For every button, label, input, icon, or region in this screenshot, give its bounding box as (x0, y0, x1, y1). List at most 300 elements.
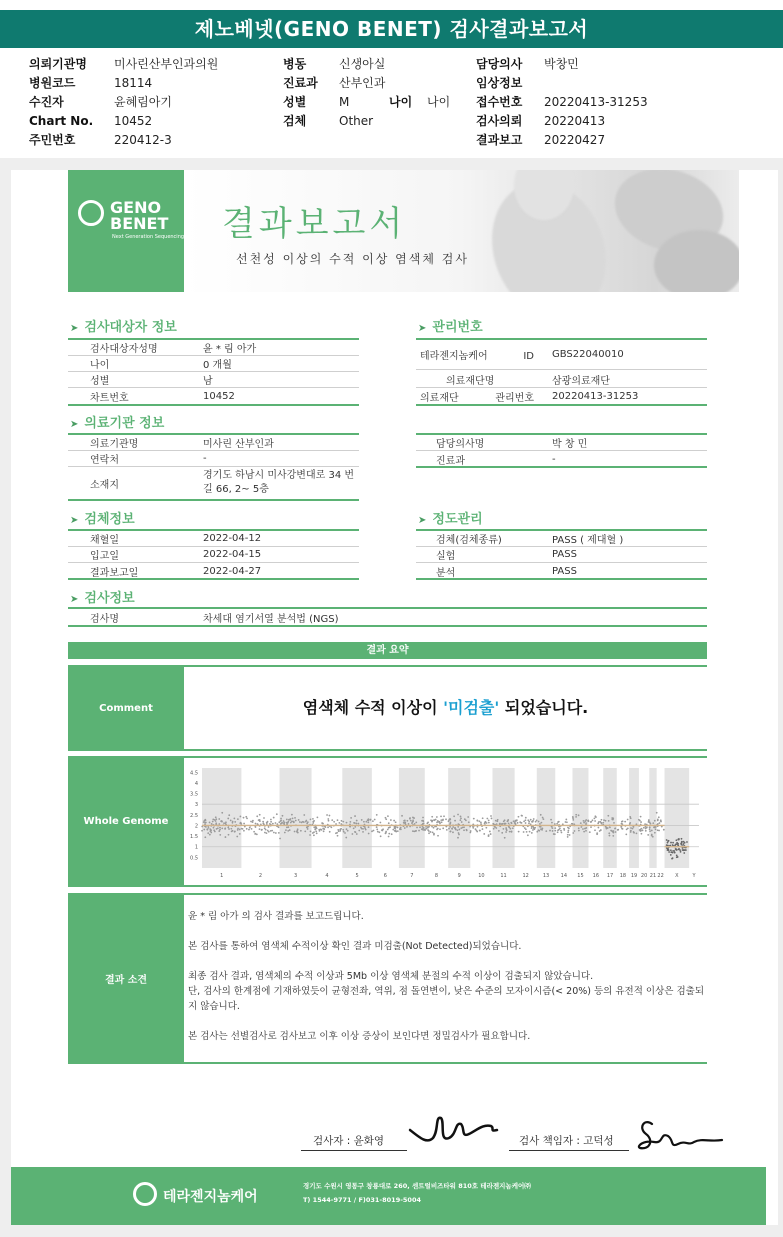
data-point (663, 829, 665, 831)
data-point (219, 834, 221, 836)
data-point (313, 820, 315, 822)
data-point (419, 826, 421, 828)
data-point (668, 840, 670, 842)
data-point (410, 820, 412, 822)
data-point (660, 821, 662, 823)
data-point (337, 819, 339, 821)
data-point (648, 819, 650, 821)
data-point (560, 830, 562, 832)
x-tick-label: 10 (478, 873, 485, 879)
footer-brand: 테라젠지놈케어 (163, 1189, 258, 1205)
data-point (389, 826, 391, 828)
data-point (340, 823, 342, 825)
table-row: 검사대상자성명 윤 * 림 아가 (68, 340, 359, 356)
data-point (493, 828, 495, 830)
data-point (509, 831, 511, 833)
data-point (286, 819, 288, 821)
header-age-key: 나이 (389, 95, 413, 109)
section-mgmt-title: ➤ 관리번호 (418, 320, 483, 335)
data-point (633, 831, 635, 833)
x-tick-label: 15 (577, 873, 584, 879)
specimen-table (68, 531, 359, 579)
institution-table (68, 435, 359, 499)
data-point (457, 829, 459, 831)
x-tick-label: 7 (410, 873, 414, 879)
data-point (627, 819, 629, 821)
data-point (525, 817, 527, 819)
data-point (667, 842, 669, 844)
x-tick-label: 14 (560, 873, 568, 879)
summary-header-bar: 결과 요약 (68, 642, 707, 659)
data-point (598, 827, 600, 829)
data-point (567, 836, 569, 838)
table-row: 의료재단 관리번호 20220413-31253 (420, 390, 639, 404)
data-point (243, 830, 245, 832)
data-point (670, 849, 672, 851)
data-point (368, 826, 370, 828)
data-point (476, 831, 478, 833)
data-point (442, 819, 444, 821)
data-point (513, 820, 515, 822)
header-key: 결과보고 (476, 133, 523, 147)
data-point (358, 823, 360, 825)
data-point (608, 820, 610, 822)
data-point (442, 827, 444, 829)
header-value: 미사린산부인과의원 (114, 57, 219, 71)
data-point (657, 829, 659, 831)
data-point (672, 842, 674, 844)
data-point (259, 828, 261, 830)
data-point (643, 827, 645, 829)
data-point (656, 812, 658, 814)
data-point (651, 830, 653, 832)
data-point (206, 828, 208, 830)
data-point (210, 832, 212, 834)
data-point (315, 831, 317, 833)
chromosome-band (649, 768, 656, 868)
finding-paragraph: 본 검사는 선별검사로 검사보고 이후 이상 증상이 보인다면 정밀검사가 필요합니다. (188, 1031, 531, 1042)
y-tick-label: 4.5 (190, 770, 198, 777)
data-point (540, 814, 542, 816)
table-row: 테라젠지놈케어 ID GBS22040010 (416, 340, 707, 370)
finding-paragraph: 본 검사를 통하여 염색체 수적이상 확인 결과 미검출(Not Detected)되었습니다. (188, 941, 522, 952)
chromosome-band (665, 768, 690, 868)
data-point (228, 814, 230, 816)
data-point (307, 821, 309, 823)
data-point (542, 817, 544, 819)
data-point (378, 831, 380, 833)
header-key: 병원코드 (29, 76, 76, 90)
data-point (343, 831, 345, 833)
data-point (245, 816, 247, 818)
table-row: 의료재단명 삼광의료재단 (416, 372, 707, 388)
data-point (639, 830, 641, 832)
data-point (531, 832, 533, 834)
chromosome-band (537, 768, 555, 868)
data-point (397, 830, 399, 832)
header-value: 220412-3 (114, 133, 172, 147)
data-point (209, 822, 211, 824)
data-point (565, 819, 567, 821)
data-point (626, 828, 628, 830)
data-point (538, 821, 540, 823)
data-point (377, 831, 379, 833)
header-key: 병동 (283, 57, 307, 71)
data-point (654, 827, 656, 829)
data-point (385, 817, 387, 819)
data-point (585, 819, 587, 821)
data-point (480, 822, 482, 824)
comment-text: 염색체 수적 이상이 '미검출' 되었습니다. (302, 698, 589, 717)
data-point (445, 818, 447, 820)
data-point (578, 814, 580, 816)
data-point (331, 819, 333, 821)
data-point (680, 843, 682, 845)
data-point (450, 830, 452, 832)
data-point (259, 819, 261, 821)
data-point (578, 827, 580, 829)
data-point (412, 830, 414, 832)
header-key: 주민번호 (29, 133, 76, 147)
data-point (207, 832, 209, 834)
data-point (266, 832, 268, 834)
data-point (236, 836, 238, 838)
data-point (205, 826, 207, 828)
data-point (641, 833, 643, 835)
data-point (567, 830, 569, 832)
header-key: 진료과 (283, 76, 318, 90)
data-point (264, 827, 266, 829)
data-point (558, 821, 560, 823)
chevron-right-icon: ➤ (418, 323, 427, 334)
data-point (590, 826, 592, 828)
data-point (362, 828, 364, 830)
data-point (511, 830, 513, 832)
data-point (542, 818, 544, 820)
data-point (488, 835, 490, 837)
y-tick-label: 3 (194, 802, 198, 809)
data-point (415, 830, 417, 832)
data-point (412, 819, 414, 821)
table-bottom-rule (68, 578, 359, 580)
header-value: 윤혜림아기 (114, 95, 172, 109)
header-value: 박창민 (544, 57, 579, 71)
findings-label: 결과 소견 (68, 893, 184, 1064)
data-point (684, 849, 686, 851)
data-point (223, 822, 225, 824)
data-point (208, 827, 210, 829)
section-institution-title: ➤ 의료기관 정보 (70, 416, 165, 431)
data-point (483, 833, 485, 835)
data-point (567, 831, 569, 833)
geno-benet-logo-icon (78, 200, 104, 226)
section-subject-title: ➤ 검사대상자 정보 (70, 320, 177, 335)
data-point (356, 833, 358, 835)
data-point (437, 828, 439, 830)
data-point (261, 829, 263, 831)
data-point (647, 834, 649, 836)
data-point (457, 826, 459, 828)
data-point (392, 829, 394, 831)
data-point (502, 828, 504, 830)
table-row: 실험 PASS (416, 547, 707, 563)
header-age-value: 나이 (427, 95, 451, 109)
data-point (342, 829, 344, 831)
data-point (505, 828, 507, 830)
data-point (299, 821, 301, 823)
data-point (305, 821, 307, 823)
data-point (654, 832, 656, 834)
data-point (601, 819, 603, 821)
data-point (476, 819, 478, 821)
table-row: 분석 PASS (436, 565, 577, 579)
data-point (267, 830, 269, 832)
data-point (675, 839, 677, 841)
data-point (632, 828, 634, 830)
data-point (289, 819, 291, 821)
data-point (278, 832, 280, 834)
data-point (589, 831, 591, 833)
data-point (607, 827, 609, 829)
data-point (436, 821, 438, 823)
data-point (654, 820, 656, 822)
data-point (478, 820, 480, 822)
data-point (613, 830, 615, 832)
data-point (303, 821, 305, 823)
data-point (379, 822, 381, 824)
header-value: 신생아실 (339, 57, 386, 71)
data-point (330, 826, 332, 828)
x-tick-label: 6 (383, 873, 387, 879)
data-point (466, 829, 468, 831)
whole-genome-chart (184, 760, 703, 884)
data-point (569, 834, 571, 836)
y-tick-label: 1 (194, 844, 198, 851)
data-point (356, 823, 358, 825)
data-point (681, 841, 683, 843)
data-point (605, 820, 607, 822)
data-point (566, 821, 568, 823)
x-tick-label: 13 (542, 873, 550, 879)
data-point (535, 821, 537, 823)
table-row: 소재지 경기도 하남시 미사강변대로 34 번길 66, 2~ 5층 (90, 470, 355, 495)
data-point (221, 828, 223, 830)
data-point (315, 827, 317, 829)
data-point (394, 827, 396, 829)
data-point (243, 823, 245, 825)
data-point (624, 821, 626, 823)
data-point (521, 815, 523, 817)
data-point (388, 836, 390, 838)
x-tick-label: Y (692, 873, 696, 879)
table-bottom-rule (416, 578, 707, 580)
data-point (551, 827, 553, 829)
data-point (501, 823, 503, 825)
data-point (676, 849, 678, 851)
data-point (218, 830, 220, 832)
institution-right-table (416, 435, 707, 467)
data-point (572, 823, 574, 825)
data-point (460, 816, 462, 818)
data-point (385, 832, 387, 834)
data-point (557, 831, 559, 833)
data-point (270, 819, 272, 821)
data-point (399, 828, 401, 830)
data-point (367, 821, 369, 823)
data-point (385, 818, 387, 820)
data-point (504, 823, 506, 825)
data-point (401, 815, 403, 817)
data-point (648, 821, 650, 823)
data-point (339, 830, 341, 832)
data-point (323, 830, 325, 832)
data-point (554, 830, 556, 832)
data-point (674, 852, 676, 854)
data-point (280, 818, 282, 820)
data-point (465, 819, 467, 821)
y-tick-label: 4 (194, 780, 198, 787)
director-signature-image (630, 1112, 730, 1162)
data-point (430, 831, 432, 833)
data-point (572, 816, 574, 818)
chevron-right-icon: ➤ (70, 419, 79, 430)
data-point (529, 831, 531, 833)
data-point (617, 829, 619, 831)
data-point (273, 832, 275, 834)
data-point (313, 831, 315, 833)
data-point (230, 828, 232, 830)
logo-line-2: BENET (110, 214, 169, 233)
data-point (582, 828, 584, 830)
data-point (416, 827, 418, 829)
chromosome-band (603, 768, 617, 868)
data-point (482, 828, 484, 830)
data-point (365, 829, 367, 831)
data-point (371, 830, 373, 832)
data-point (313, 826, 315, 828)
data-point (488, 819, 490, 821)
data-point (657, 819, 659, 821)
data-point (397, 827, 399, 829)
header-col-2 (283, 55, 463, 131)
data-point (246, 828, 248, 830)
data-point (613, 832, 615, 834)
data-point (608, 832, 610, 834)
data-point (294, 831, 296, 833)
data-point (563, 829, 565, 831)
data-point (404, 820, 406, 822)
table-row: 검사명 차세대 염기서열 분석법 (NGS) (90, 613, 339, 625)
data-point (385, 831, 387, 833)
data-point (252, 821, 254, 823)
data-point (412, 817, 414, 819)
data-point (681, 838, 683, 840)
data-point (545, 830, 547, 832)
table-bottom-rule (68, 499, 359, 501)
data-point (275, 822, 277, 824)
header-col-3 (476, 55, 676, 150)
data-point (451, 828, 453, 830)
data-point (388, 822, 390, 824)
data-point (567, 827, 569, 829)
data-point (297, 832, 299, 834)
data-point (532, 821, 534, 823)
data-point (508, 822, 510, 824)
data-point (276, 823, 278, 825)
data-point (610, 830, 612, 832)
data-point (667, 848, 669, 850)
comment-label: Comment (68, 665, 184, 751)
data-point (651, 835, 653, 837)
data-point (629, 816, 631, 818)
data-point (209, 834, 211, 836)
table-row: 진료과 - (436, 453, 556, 467)
table-row: 검체(검체종류) PASS ( 제대혈 ) (416, 531, 707, 547)
data-point (433, 827, 435, 829)
data-point (666, 844, 668, 846)
chromosome-band (202, 768, 241, 868)
data-point (427, 829, 429, 831)
table-row: 담당의사명 박 창 민 (416, 435, 707, 451)
data-point (390, 819, 392, 821)
data-point (575, 816, 577, 818)
x-tick-label: 3 (293, 873, 298, 879)
data-point (280, 820, 282, 822)
data-point (376, 814, 378, 816)
subject-table (68, 340, 359, 406)
data-point (528, 821, 530, 823)
data-point (362, 831, 364, 833)
data-point (467, 816, 469, 818)
data-point (670, 842, 672, 844)
data-point (404, 827, 406, 829)
data-point (683, 852, 685, 854)
data-point (649, 828, 651, 830)
data-point (344, 832, 346, 834)
data-point (640, 828, 642, 830)
data-point (676, 854, 678, 856)
data-point (594, 820, 596, 822)
data-point (289, 829, 291, 831)
data-point (460, 817, 462, 819)
comment-highlight: '미검출' (443, 698, 500, 717)
data-point (575, 814, 577, 816)
data-point (592, 819, 594, 821)
data-point (232, 830, 234, 832)
data-point (287, 826, 289, 828)
data-point (372, 820, 374, 822)
data-point (436, 816, 438, 818)
data-point (382, 830, 384, 832)
data-point (251, 828, 253, 830)
table-bottom-rule (416, 404, 707, 406)
x-tick-label: 5 (355, 873, 359, 879)
y-tick-label: 1.5 (190, 834, 198, 841)
data-point (496, 820, 498, 822)
data-point (278, 826, 280, 828)
chevron-right-icon: ➤ (70, 515, 79, 526)
data-point (609, 826, 611, 828)
data-point (204, 822, 206, 824)
data-point (312, 822, 314, 824)
data-point (443, 815, 445, 817)
data-point (234, 821, 236, 823)
data-point (273, 817, 275, 819)
data-point (484, 821, 486, 823)
data-point (594, 829, 596, 831)
data-point (240, 816, 242, 818)
genome-chart-box (184, 756, 707, 887)
